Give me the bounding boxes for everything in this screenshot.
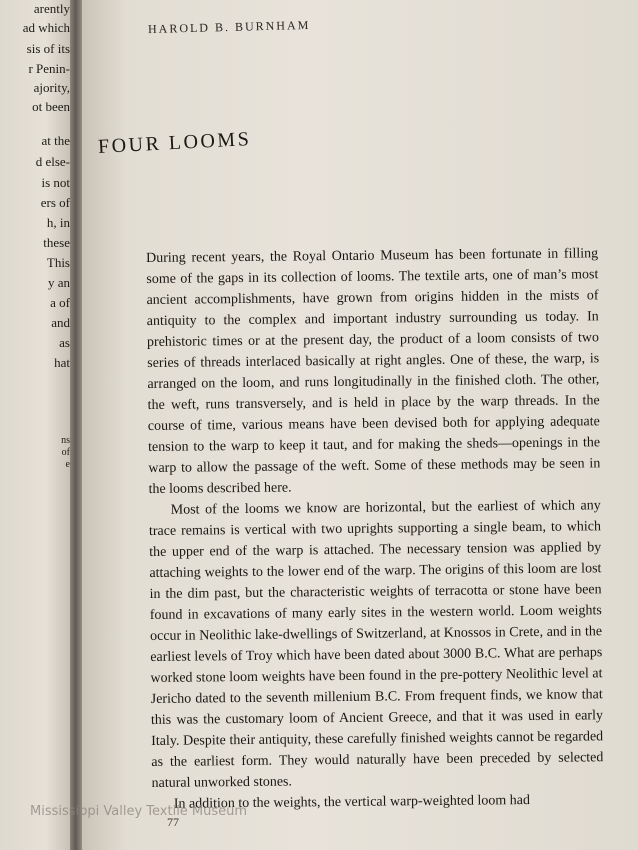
left-page-text-fragment: ers of xyxy=(40,195,70,210)
left-page-text-fragment: ot been xyxy=(32,99,70,114)
left-page-text-fragment: r Penin- xyxy=(28,61,70,76)
left-page-text-fragment: sis of its xyxy=(26,41,70,56)
left-page-text-fragment: and xyxy=(51,315,70,330)
left-page-text-fragment: as xyxy=(59,335,70,350)
left-page-text-fragment: h, in xyxy=(46,215,70,230)
left-page-text-fragment: ad which xyxy=(22,20,70,35)
chapter-title: FOUR LOOMS xyxy=(97,128,252,158)
left-page-text-fragment: arently xyxy=(33,1,70,16)
left-page-text-fragment: y an xyxy=(47,275,70,290)
running-head: HAROLD B. BURNHAM xyxy=(147,17,311,37)
left-page-text-fragment: d else- xyxy=(35,154,70,169)
left-page-text-fragment: a of xyxy=(50,295,70,310)
left-page-text-fragment: This xyxy=(46,255,70,270)
left-page-text-fragment: is not xyxy=(41,175,70,190)
left-page-text-fragment: of xyxy=(61,447,70,458)
left-page-text-fragment: these xyxy=(43,235,70,250)
right-page xyxy=(82,0,638,850)
body-text xyxy=(146,243,604,815)
paragraph: In addition to the weights, the vertical warp-weighted loom had xyxy=(173,793,531,812)
left-page-text-fragment: ns xyxy=(61,435,70,446)
left-page xyxy=(0,0,76,850)
paragraph: During recent years, the Royal Ontario Museum has been fortunate in filling some of the gaps in its collection of looms. The textile arts, one of man’s most ancient accomplishments, have grown from origins hidden in the mists of antiquity to the complex and important industry surrounding us today. In prehistoric times or at the present day, the product of a loom consists of two series of threads interlaced basically at right angles. One of these, the warp, is arranged on the loom, and runs longitudinally in the finished cloth. The other, the weft, runs transversely, and is held in place by the warp threads. In the course of time, various means have been devised both for applying adequate tension to the warp to keep it taut, and for making the sheds—openings in the warp to allow the passage of the weft. Some of these methods may be seen in the looms described here. xyxy=(146,246,601,497)
left-page-text-fragment: e xyxy=(65,459,70,470)
left-page-text-fragment: ajority, xyxy=(33,80,70,95)
paragraph: Most of the looms we know are horizontal, but the earliest of which any trace remains is vertical with two uprights supporting a single beam, to which the upper end of the warp is attached. The necessary tension was applied by attaching weights to the lower end of the warp. The origins of this loom are lost in the dim past, but the characteristic weights of terracotta or stone have been found in excavations of many early sites in the western world. Loom weights occur in Neolithic lake-dwellings of Switzerland, at Knossos in Crete, and in the earliest levels of Troy which have been dated about 3000 B.C. What are perhaps worked stone loom weights have been found in the pre-pottery Neolithic level at Jericho dated to the seventh millenium B.C. From frequent finds, we know that this was the customary loom of Ancient Greece, and that it was used in early Italy. Despite their antiquity, these carefully finished weights cannot be regarded as the earliest form. They would naturally have been preceded by selected natural unworked stones. xyxy=(148,498,604,791)
left-page-text-fragment: at the xyxy=(41,133,70,148)
page-number: 77 xyxy=(167,815,179,829)
left-page-text-fragment: hat xyxy=(54,355,70,370)
watermark: Mississippi Valley Textile Museum xyxy=(30,804,248,819)
